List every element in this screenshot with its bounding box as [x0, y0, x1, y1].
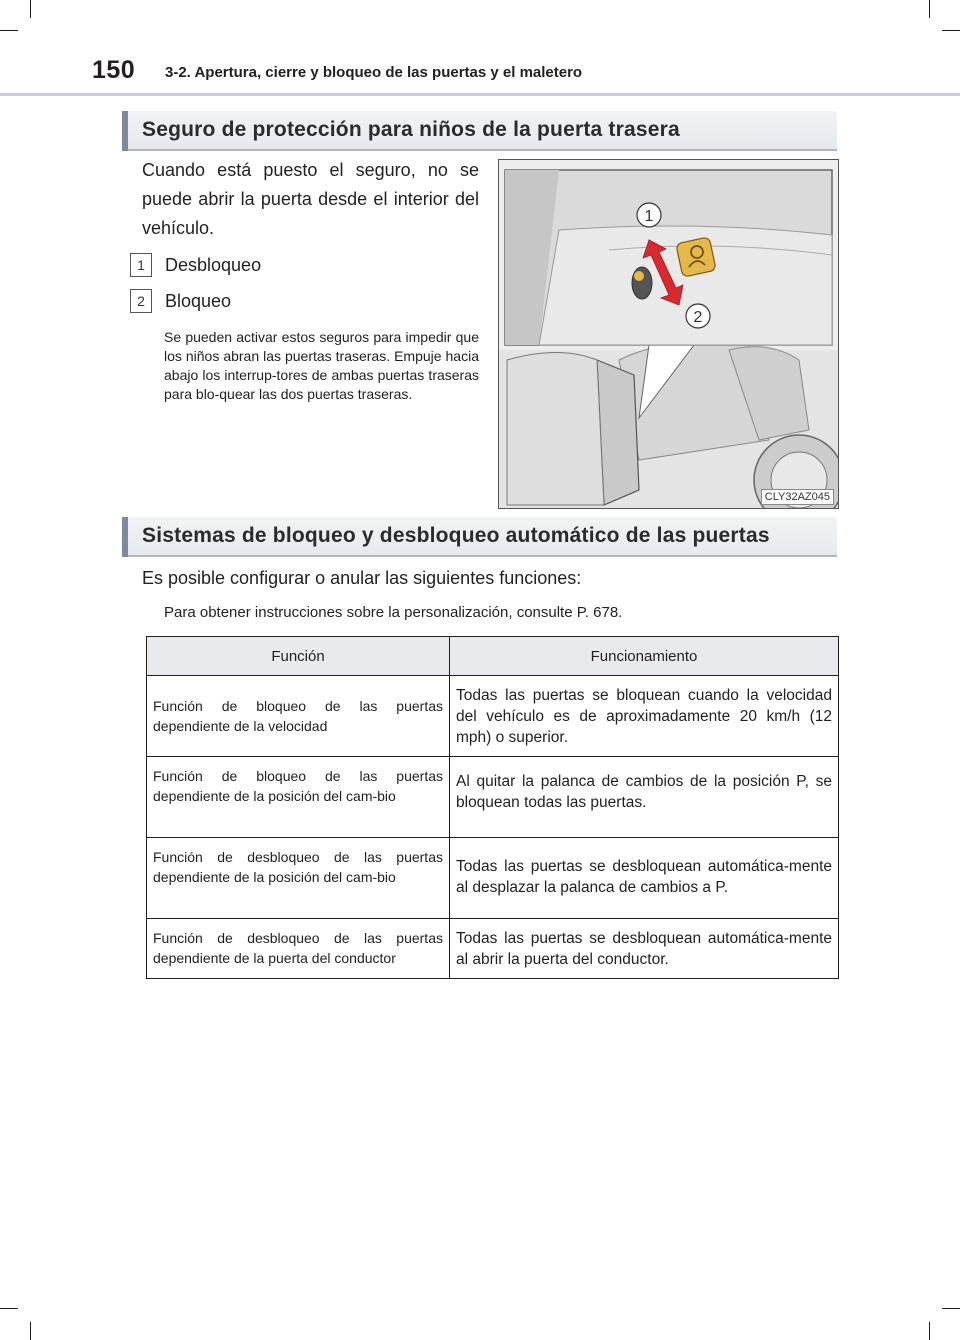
crop-mark	[30, 0, 31, 18]
table-row	[147, 676, 839, 757]
crop-mark	[929, 0, 930, 18]
child-lock-description: Cuando está puesto el seguro, no se puede abrir la puerta desde el interior del vehículo.	[142, 160, 479, 238]
header-rule	[0, 93, 960, 96]
item-number-box: 2	[130, 289, 152, 313]
section-heading-bar	[122, 517, 128, 557]
crop-mark	[0, 30, 18, 31]
child-lock-illustration	[498, 159, 839, 509]
section-heading-bar	[122, 111, 128, 151]
section-heading-child-lock	[122, 111, 837, 151]
figure-code: CLY32AZ045	[761, 489, 834, 505]
column-header-operation: Funcionamiento	[450, 637, 839, 676]
function-cell: Función de desbloqueo de las puertas dependiente de la puerta del conductor	[147, 919, 450, 979]
crop-mark	[942, 30, 960, 31]
table-row	[147, 757, 839, 838]
function-cell: Función de desbloqueo de las puertas dependiente de la posición del cam-bio	[147, 838, 450, 919]
table-row	[147, 838, 839, 919]
operation-cell: Todas las puertas se desbloquean automática-mente al desplazar la palanca de cambios a P.	[450, 838, 839, 919]
item-label: Bloqueo	[165, 291, 232, 311]
function-table	[146, 636, 839, 979]
column-header-function: Función	[147, 637, 450, 676]
crop-mark	[942, 1308, 960, 1309]
crop-mark	[929, 1322, 930, 1340]
section-heading-text: Seguro de protección para niños de la puerta trasera	[142, 118, 680, 141]
table-row	[147, 919, 839, 979]
callout-2: 2	[693, 309, 703, 326]
callout-1: 1	[644, 208, 654, 225]
item-number-box: 1	[130, 253, 152, 277]
child-lock-note: Se pueden activar estos seguros para impedir que los niños abran las puertas traseras. Empuje hacia abajo los interrup-tores de ambas puertas traseras para blo-quear las dos puertas traseras.	[164, 329, 479, 402]
operation-cell: Todas las puertas se bloquean cuando la velocidad del vehículo es de aproximadamente 20 km/h (12 mph) o superior.	[450, 676, 839, 757]
table-header-row	[147, 637, 839, 676]
section-heading-auto-lock	[122, 517, 837, 557]
auto-lock-intro: Es posible configurar o anular las siguientes funciones:	[142, 568, 582, 588]
door-illustration	[499, 160, 838, 508]
operation-cell: Al quitar la palanca de cambios de la posición P, se bloquean todas las puertas.	[450, 757, 839, 838]
item-label: Desbloqueo	[165, 255, 262, 275]
section-heading-text: Sistemas de bloqueo y desbloqueo automático de las puertas	[142, 524, 770, 547]
crop-mark	[30, 1322, 31, 1340]
page-number: 150	[92, 56, 136, 84]
function-cell: Función de bloqueo de las puertas dependiente de la posición del cam-bio	[147, 757, 450, 838]
customization-reference: Para obtener instrucciones sobre la personalización, consulte P. 678.	[164, 604, 623, 621]
function-cell: Función de bloqueo de las puertas dependiente de la velocidad	[147, 676, 450, 757]
operation-cell: Todas las puertas se desbloquean automática-mente al abrir la puerta del conductor.	[450, 919, 839, 979]
crop-mark	[0, 1308, 18, 1309]
chapter-title: 3-2. Apertura, cierre y bloqueo de las puertas y el maletero	[165, 64, 583, 81]
